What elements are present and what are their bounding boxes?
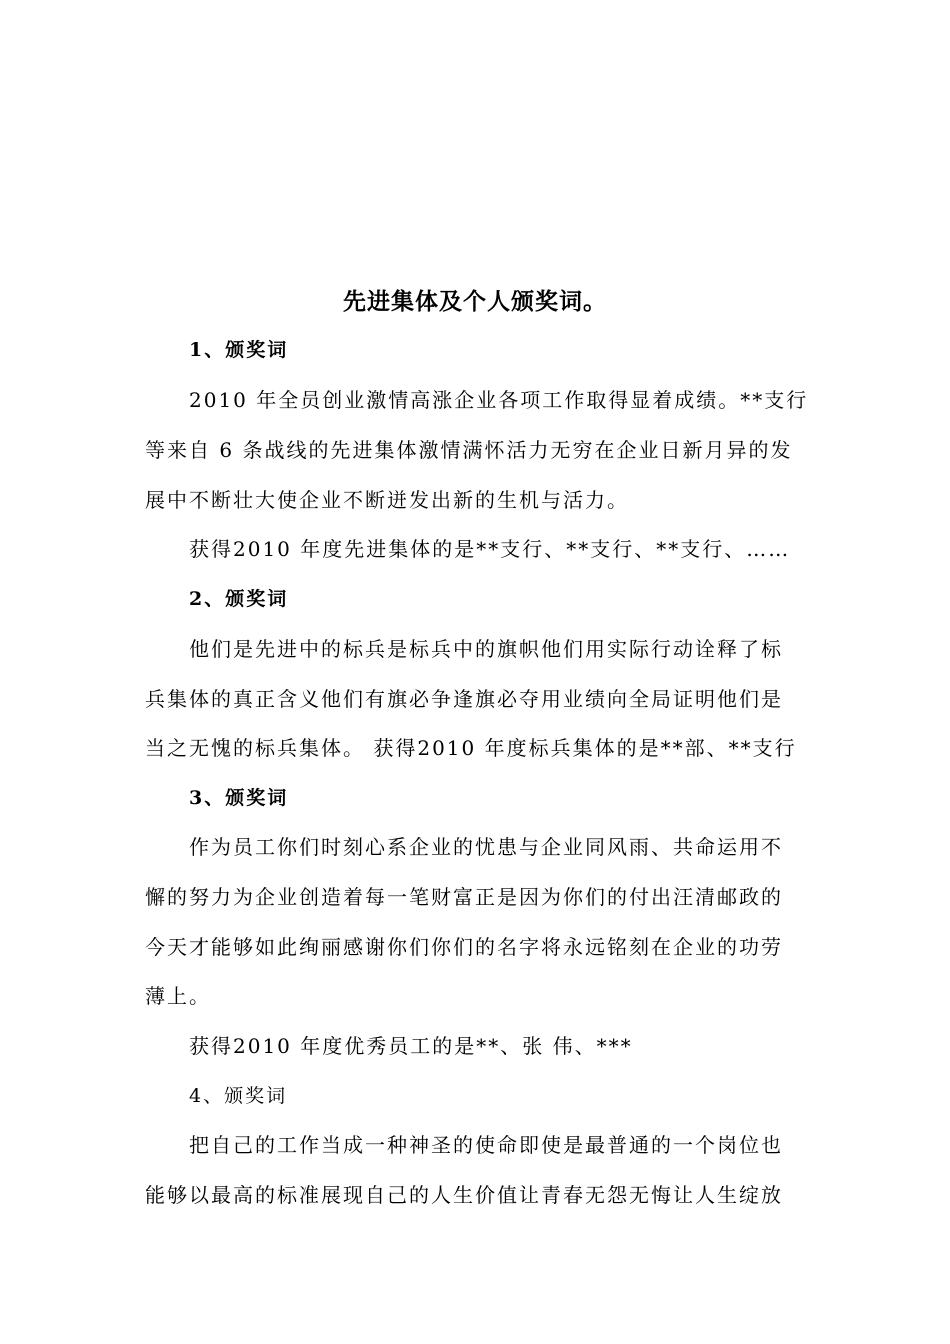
section-1-award: 获得2010 年度先进集体的是**支行、**支行、**支行、…… xyxy=(189,537,791,561)
section-2-line-1: 他们是先进中的标兵是标兵中的旗帜他们用实际行动诠释了标 xyxy=(189,637,783,661)
section-2-line-2: 兵集体的真正含义他们有旗必争逢旗必夺用业绩向全局证明他们是 xyxy=(145,687,783,711)
section-2-line-3: 当之无愧的标兵集体。 获得2010 年度标兵集体的是**部、**支行 xyxy=(145,736,797,760)
section-3-line-3: 今天才能够如此绚丽感谢你们你们的名字将永远铭刻在企业的功劳 xyxy=(145,935,783,959)
section-4-line-2: 能够以最高的标准展现自己的人生价值让青春无怨无悔让人生绽放 xyxy=(145,1183,783,1207)
section-1-heading: 1、颁奖词 xyxy=(189,339,289,361)
section-1-line-2: 等来自 6 条战线的先进集体激情满怀活力无穷在企业日新月异的发 xyxy=(145,438,793,462)
section-3-line-4: 薄上。 xyxy=(145,984,211,1008)
section-4-heading: 4、颁奖词 xyxy=(189,1085,288,1107)
section-4-line-1: 把自己的工作当成一种神圣的使命即使是最普通的一个岗位也 xyxy=(189,1133,783,1157)
section-3-line-1: 作为员工你们时刻心系企业的忧患与企业同风雨、共命运用不 xyxy=(189,835,783,859)
section-3-award: 获得2010 年度优秀员工的是**、张 伟、*** xyxy=(189,1034,633,1058)
section-1-line-3: 展中不断壮大使企业不断迸发出新的生机与活力。 xyxy=(145,488,629,512)
section-3-heading: 3、颁奖词 xyxy=(189,787,289,809)
document-title: 先进集体及个人颁奖词。 xyxy=(343,288,607,315)
section-2-heading: 2、颁奖词 xyxy=(189,588,289,610)
section-1-line-1: 2010 年全员创业激情高涨企业各项工作取得显着成绩。**支行 xyxy=(189,388,809,412)
section-3-line-2: 懈的努力为企业创造着每一笔财富正是因为你们的付出汪清邮政的 xyxy=(145,885,783,909)
